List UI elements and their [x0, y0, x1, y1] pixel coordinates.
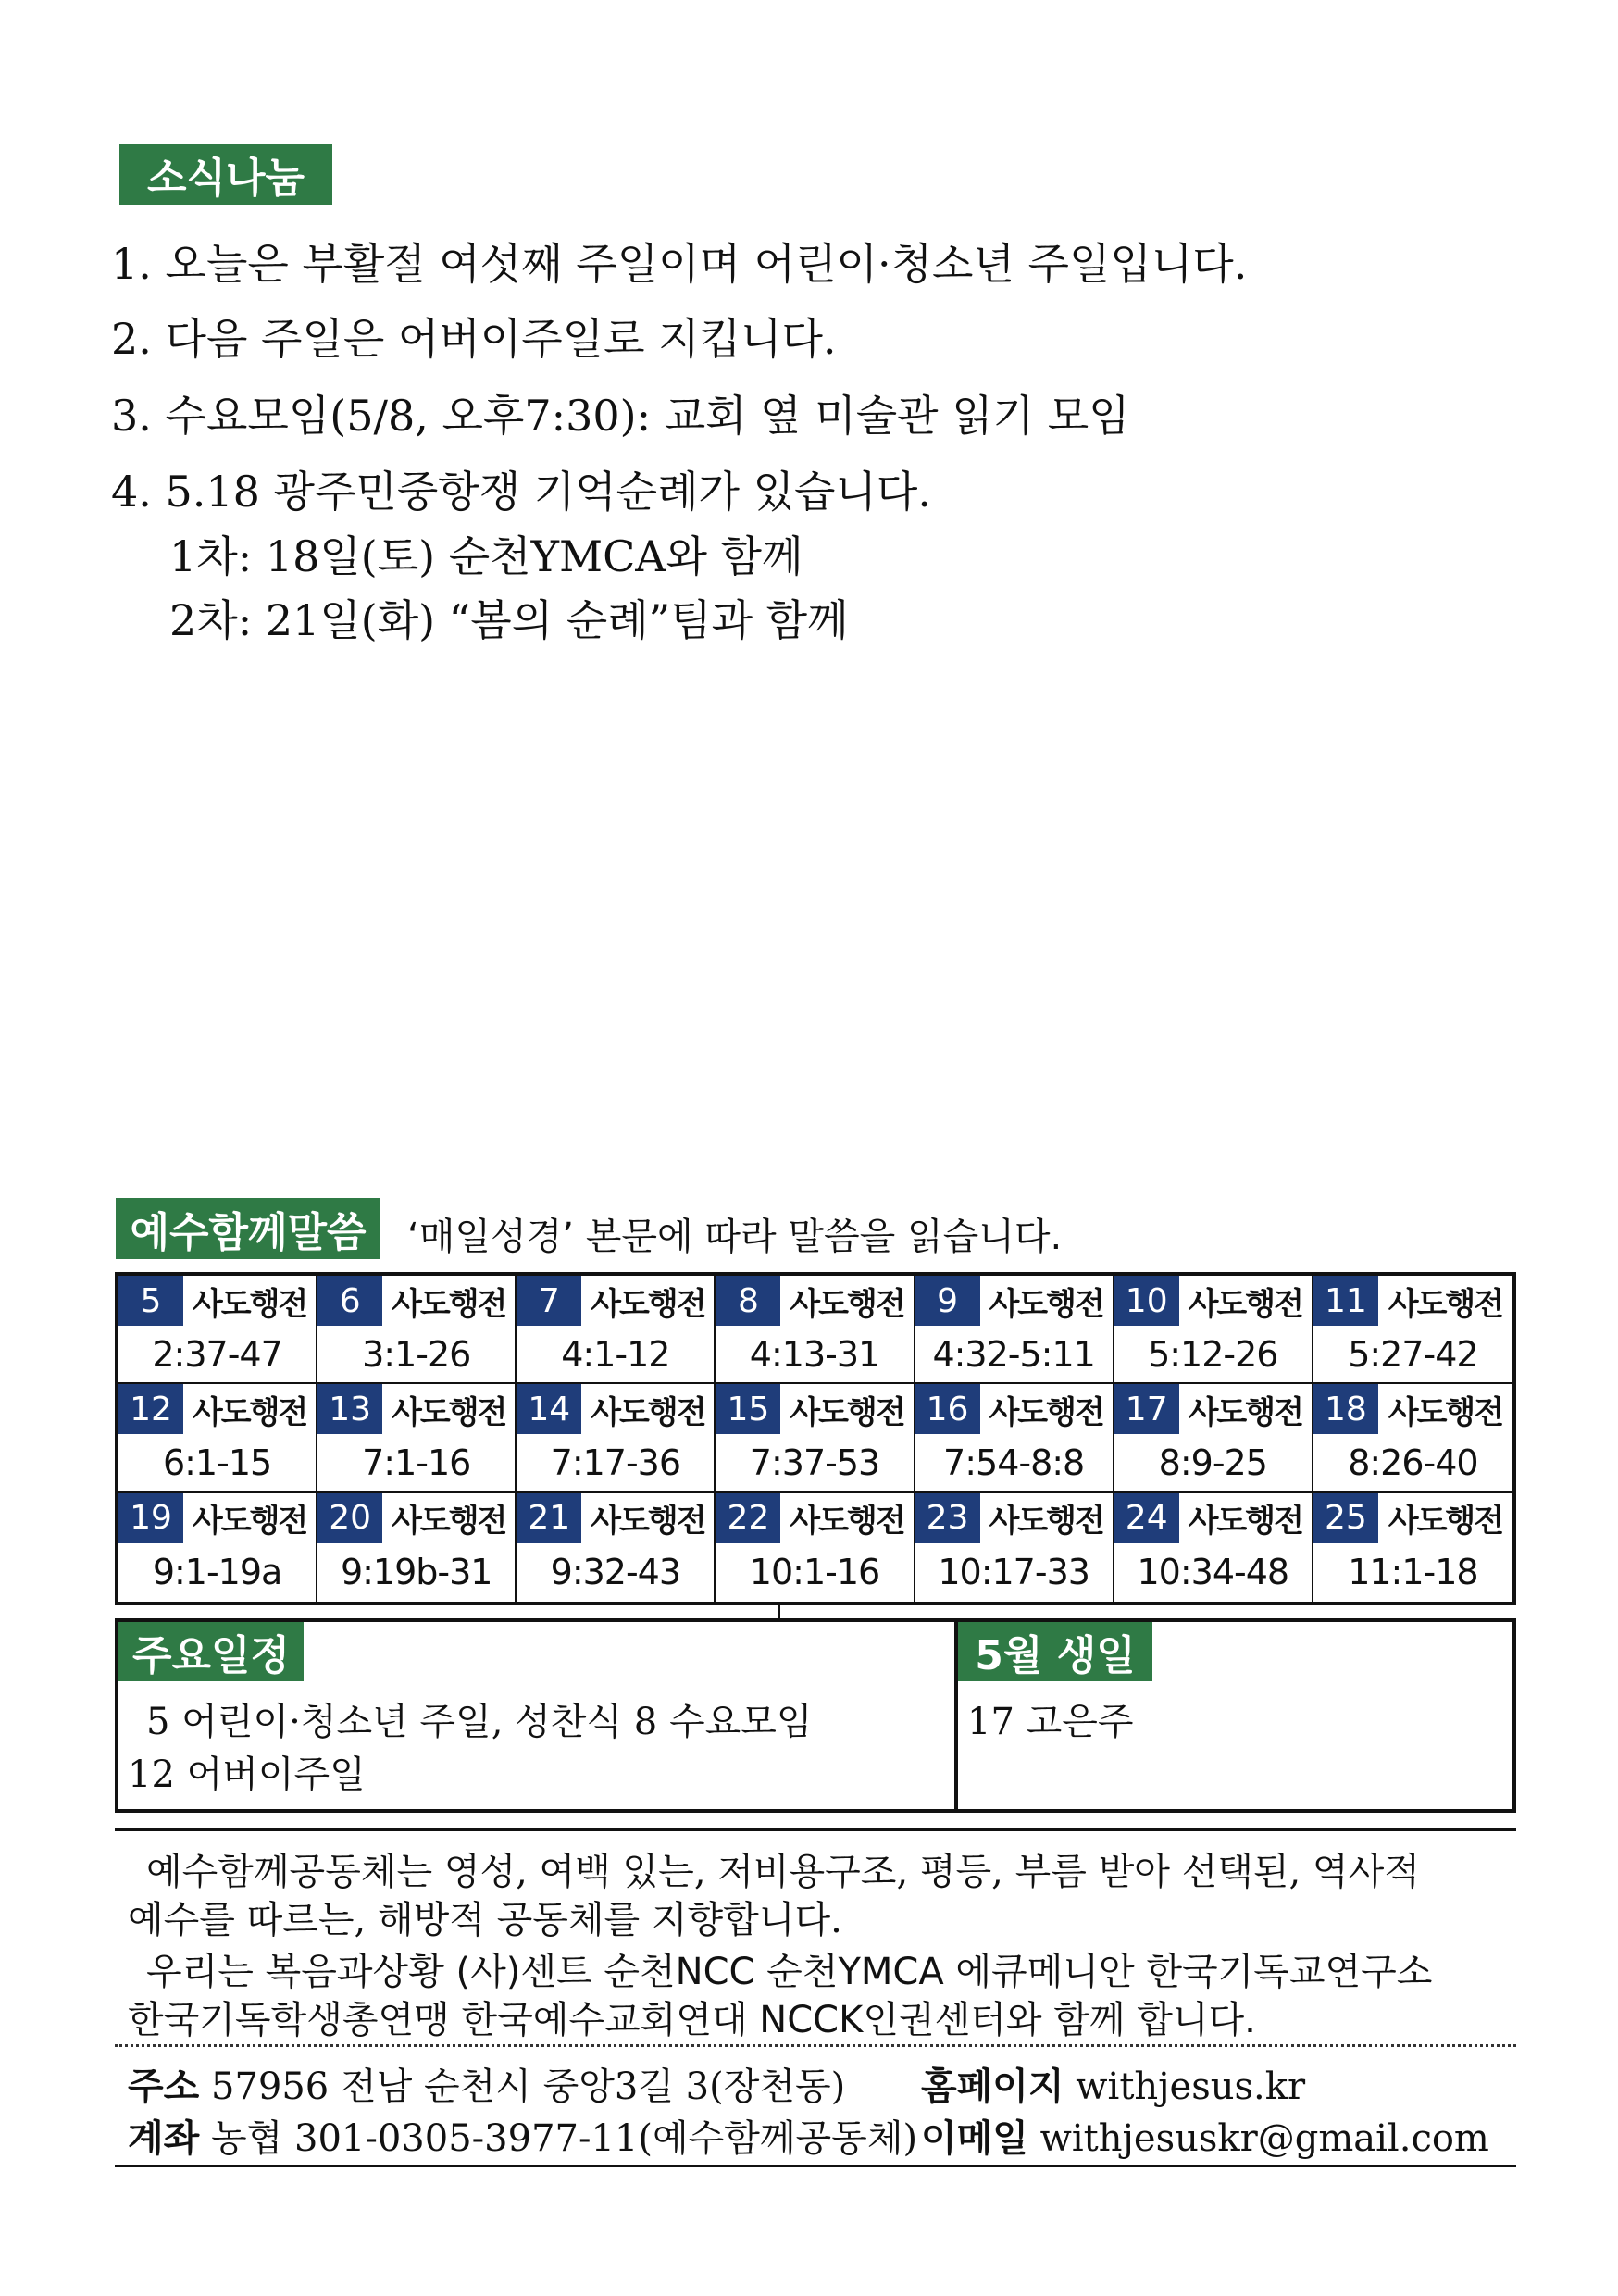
reading-cell	[517, 1384, 716, 1492]
reading-passage: 4:1-12	[561, 1333, 670, 1375]
reading-book: 사도행전	[192, 1503, 307, 1541]
reading-cell-header	[118, 1276, 316, 1326]
reading-passage: 9:19b-31	[340, 1552, 492, 1593]
reading-passage: 6:1-15	[162, 1441, 272, 1483]
email-link[interactable]: withjesuskr@gmail.com	[1039, 2117, 1489, 2160]
reading-book: 사도행전	[192, 1285, 307, 1323]
reading-cell	[716, 1384, 915, 1492]
reading-cell-header	[517, 1276, 714, 1326]
reading-passage: 4:13-31	[749, 1333, 880, 1375]
reading-cell-header	[118, 1384, 316, 1434]
reading-day-number: 18	[1313, 1384, 1378, 1434]
reading-passage: 11:1-18	[1348, 1552, 1478, 1593]
footer-top-rule	[115, 1828, 1516, 1831]
reading-cell-header	[317, 1276, 515, 1326]
reading-passage: 8:9-25	[1158, 1441, 1267, 1483]
homepage-link[interactable]: withjesus.kr	[1076, 2065, 1306, 2108]
mission-line-2: 예수를 따르는, 해방적 공동체를 지향합니다.	[128, 1899, 842, 1941]
birthday-text: 17 고은주	[967, 1701, 1134, 1743]
partners-line-2: 한국기독학생총연맹 한국예수교회연대 NCCK인권센터와 함께 합니다.	[128, 1999, 1256, 2041]
reading-book: 사도행전	[1388, 1393, 1503, 1431]
reading-day-number: 17	[1114, 1384, 1179, 1434]
reading-passage: 9:32-43	[550, 1552, 681, 1593]
reading-cell-header	[1313, 1493, 1512, 1543]
table-connector	[778, 1605, 780, 1618]
reading-passage: 3:1-26	[362, 1333, 471, 1375]
reading-cell-header	[1313, 1276, 1512, 1326]
reading-cell-header	[317, 1493, 515, 1543]
reading-cell	[1313, 1493, 1512, 1602]
reading-cell	[1114, 1493, 1313, 1602]
reading-day-number: 12	[118, 1384, 183, 1434]
reading-cell	[118, 1493, 317, 1602]
reading-book: 사도행전	[591, 1503, 705, 1541]
reading-cell	[915, 1276, 1114, 1384]
reading-day-number: 21	[517, 1493, 581, 1543]
reading-cell	[716, 1276, 915, 1384]
reading-day-number: 5	[118, 1276, 183, 1326]
reading-cell-header	[716, 1493, 913, 1543]
reading-book: 사도행전	[790, 1503, 904, 1541]
reading-passage: 7:17-36	[550, 1441, 681, 1483]
reading-cell-header	[1114, 1493, 1312, 1543]
reading-book: 사도행전	[989, 1285, 1103, 1323]
reading-passage: 10:1-16	[749, 1552, 880, 1593]
reading-cell-header	[1313, 1384, 1512, 1434]
reading-day-number: 19	[118, 1493, 183, 1543]
reading-cell-header	[716, 1384, 913, 1434]
news-section-label: 소식나눔	[119, 144, 332, 205]
reading-cell	[317, 1493, 517, 1602]
footer-bottom-rule	[115, 2165, 1516, 2167]
reading-day-number: 20	[317, 1493, 382, 1543]
word-section-label: 예수함께말씀	[116, 1198, 380, 1259]
reading-book: 사도행전	[1188, 1393, 1302, 1431]
reading-book: 사도행전	[392, 1393, 506, 1431]
reading-cell-header	[517, 1384, 714, 1434]
reading-day-number: 8	[716, 1276, 780, 1326]
mission-line-1: 예수함께공동체는 영성, 여백 있는, 저비용구조, 평등, 부름 받아 선택된, 역사적	[146, 1851, 1420, 1893]
reading-day-number: 25	[1313, 1493, 1378, 1543]
reading-book: 사도행전	[790, 1285, 904, 1323]
reading-book: 사도행전	[591, 1393, 705, 1431]
reading-day-number: 10	[1114, 1276, 1179, 1326]
reading-book: 사도행전	[591, 1285, 705, 1323]
homepage-row	[921, 2057, 1305, 2110]
reading-day-number: 16	[915, 1384, 980, 1434]
reading-cell-header	[915, 1493, 1113, 1543]
reading-cell-header	[317, 1384, 515, 1434]
footer-dotted-rule	[115, 2044, 1516, 2047]
reading-table	[115, 1272, 1516, 1605]
news-item-2: 2. 다음 주일은 어버이주일로 지킵니다.	[111, 314, 837, 364]
reading-cell	[716, 1493, 915, 1602]
reading-passage: 2:37-47	[152, 1333, 282, 1375]
reading-cell-header	[1114, 1276, 1312, 1326]
word-caption: ‘매일성경’ 본문에 따라 말씀을 읽습니다.	[407, 1216, 1063, 1258]
reading-passage: 8:26-40	[1348, 1441, 1478, 1483]
reading-book: 사도행전	[392, 1285, 506, 1323]
news-sub-item-2: 2차: 21일(화) “봄의 순례”팀과 함께	[169, 595, 849, 645]
reading-cell-header	[716, 1276, 913, 1326]
reading-day-number: 6	[317, 1276, 382, 1326]
reading-cell	[1114, 1384, 1313, 1492]
reading-day-number: 7	[517, 1276, 581, 1326]
reading-cell	[915, 1384, 1114, 1492]
reading-book: 사도행전	[1388, 1285, 1503, 1323]
news-sub-item-1: 1차: 18일(토) 순천YMCA와 함께	[169, 531, 803, 581]
reading-cell	[1114, 1276, 1313, 1384]
reading-passage: 10:17-33	[938, 1552, 1089, 1593]
reading-day-number: 23	[915, 1493, 980, 1543]
reading-passage: 4:32-5:11	[932, 1333, 1095, 1375]
reading-day-number: 24	[1114, 1493, 1179, 1543]
reading-cell-header	[1114, 1384, 1312, 1434]
reading-cell-header	[517, 1493, 714, 1543]
reading-cell	[915, 1493, 1114, 1602]
reading-book: 사도행전	[790, 1393, 904, 1431]
account-value: 농협 301-0305-3977-11(예수함께공동체)	[211, 2117, 918, 2160]
reading-passage: 7:37-53	[749, 1441, 880, 1483]
reading-cell	[118, 1276, 317, 1384]
reading-passage: 5:12-26	[1148, 1333, 1278, 1375]
reading-passage: 9:1-19a	[152, 1552, 282, 1593]
reading-day-number: 9	[915, 1276, 980, 1326]
news-item-1: 1. 오늘은 부활절 여섯째 주일이며 어린이·청소년 주일입니다.	[111, 239, 1248, 289]
reading-day-number: 15	[716, 1384, 780, 1434]
address-value: 57956 전남 순천시 중앙3길 3(장천동)	[211, 2065, 846, 2108]
reading-day-number: 14	[517, 1384, 581, 1434]
reading-cell-header	[915, 1384, 1113, 1434]
news-item-3: 3. 수요모임(5/8, 오후7:30): 교회 옆 미술관 읽기 모임	[111, 391, 1130, 441]
reading-cell-header	[915, 1276, 1113, 1326]
address-row	[128, 2057, 845, 2110]
schedule-line-1: 5 어린이·청소년 주일, 성찬식 8 수요모임	[146, 1701, 813, 1743]
reading-book: 사도행전	[392, 1503, 506, 1541]
birthday-label: 5월 생일	[958, 1622, 1152, 1681]
reading-cell	[1313, 1276, 1512, 1384]
reading-cell	[317, 1384, 517, 1492]
reading-cell-header	[118, 1493, 316, 1543]
reading-book: 사도행전	[989, 1393, 1103, 1431]
reading-book: 사도행전	[1388, 1503, 1503, 1541]
reading-cell	[517, 1276, 716, 1384]
reading-cell	[1313, 1384, 1512, 1492]
reading-passage: 7:54-8:8	[943, 1441, 1085, 1483]
partners-line-1: 우리는 복음과상황 (사)센트 순천NCC 순천YMCA 에큐메니안 한국기독교연구소	[146, 1951, 1433, 1993]
reading-cell	[517, 1493, 716, 1602]
reading-day-number: 22	[716, 1493, 780, 1543]
reading-book: 사도행전	[192, 1393, 307, 1431]
account-row	[128, 2109, 917, 2162]
reading-passage: 10:34-48	[1137, 1552, 1289, 1593]
reading-day-number: 11	[1313, 1276, 1378, 1326]
reading-cell	[317, 1276, 517, 1384]
reading-book: 사도행전	[1188, 1503, 1302, 1541]
reading-passage: 5:27-42	[1348, 1333, 1478, 1375]
email-label: 이메일	[921, 2117, 1028, 2160]
reading-cell	[118, 1384, 317, 1492]
news-item-4: 4. 5.18 광주민중항쟁 기억순례가 있습니다.	[111, 467, 931, 517]
homepage-label: 홈페이지	[921, 2065, 1064, 2108]
reading-book: 사도행전	[989, 1503, 1103, 1541]
reading-passage: 7:1-16	[362, 1441, 471, 1483]
schedule-line-2: 12 어버이주일	[128, 1753, 366, 1796]
email-row	[921, 2109, 1489, 2162]
schedule-label: 주요일정	[118, 1622, 304, 1681]
account-label: 계좌	[128, 2117, 200, 2160]
reading-book: 사도행전	[1188, 1285, 1302, 1323]
address-label: 주소	[128, 2065, 200, 2108]
reading-day-number: 13	[317, 1384, 382, 1434]
